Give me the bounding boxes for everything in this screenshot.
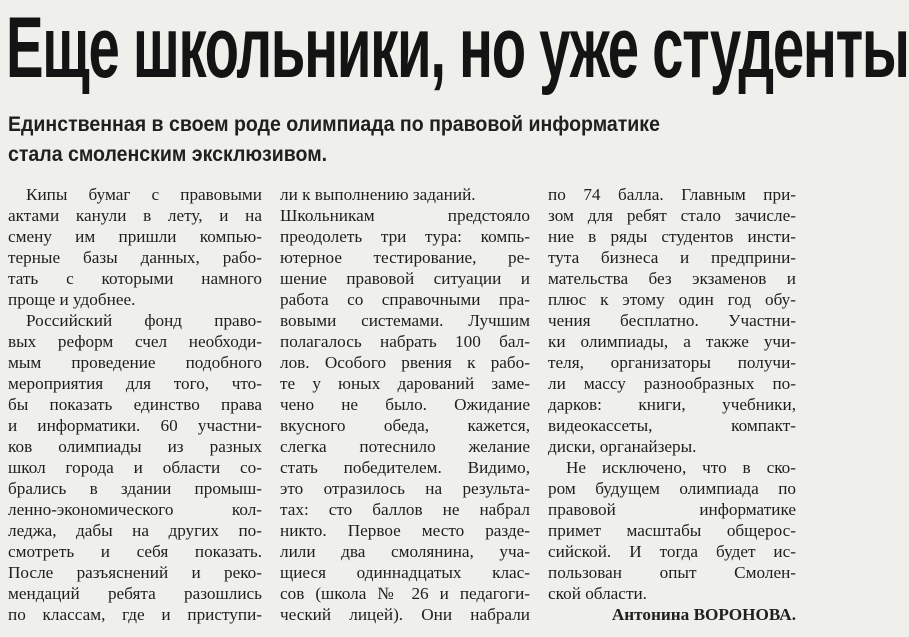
article-text-line: те у юных дарований заме-	[280, 374, 530, 393]
article-text-line: полагалось набрать 100 бал-	[280, 332, 530, 351]
article-text-line: работа со справочными пра-	[280, 290, 530, 309]
article-text-line: по классам, где и приступи-	[8, 605, 262, 624]
article-text-line: по 74 балла. Главным при-	[548, 185, 796, 204]
article-text-line: ческий лицей). Они набрали	[280, 605, 530, 624]
article-text-line: плюс к этому один год обу-	[548, 290, 796, 309]
article-column-1	[8, 184, 262, 625]
article-text-line: ков олимпиады из разных	[8, 437, 262, 456]
article-text-line: ки олимпиады, а также учи-	[548, 332, 796, 351]
article-text-line: Кипы бумаг с правовыми	[26, 185, 262, 204]
article-text-line: мендаций ребята разошлись	[8, 584, 262, 603]
article-text-line: ютерное тестирование, ре-	[280, 248, 530, 267]
article-text-line: бы показать единство права	[8, 395, 262, 414]
article-text-line: зом для ребят стало зачисле-	[548, 206, 796, 225]
article-text-line: стать победителем. Видимо,	[280, 458, 530, 477]
article-text-line: чено не было. Ожидание	[280, 395, 530, 414]
article-text-line: правовой информатике	[548, 500, 796, 519]
article-text-line: видеокассеты, компакт-	[548, 416, 796, 435]
article-text-line: После разъяснений и реко-	[8, 563, 262, 582]
article-text-line: вых реформ счел необходи-	[8, 332, 262, 351]
article-text-line: диски, органайзеры.	[548, 437, 697, 456]
article-text-line: шение правовой ситуации и	[280, 269, 530, 288]
article-text-line: вовыми системами. Лучшим	[280, 311, 530, 330]
subheadline-line: стала смоленским эксклюзивом.	[8, 143, 328, 166]
article-text-line: и информатики. 60 участни-	[8, 416, 262, 435]
article-text-line: чения бесплатно. Участни-	[548, 311, 796, 330]
article-text-line: терные базы данных, рабо-	[8, 248, 262, 267]
article-text-line: леджа, дабы на других по-	[8, 521, 262, 540]
article-text-line: щиеся одиннадцатых клас-	[280, 563, 530, 582]
article-text-line: вкусного обеда, кажется,	[280, 416, 530, 435]
article-text-line: брались в здании промыш-	[8, 479, 262, 498]
article-text-line: смотреть и себя показать.	[8, 542, 262, 561]
article-text-line: Российский фонд право-	[26, 311, 262, 330]
article-text-line: ленно-экономического кол-	[8, 500, 262, 519]
article-text-line: сов (школа № 26 и педагоги-	[280, 584, 530, 603]
article-text-line: ром будущем олимпиада по	[548, 479, 796, 498]
article-text-line: тах: сто баллов не набрал	[280, 500, 530, 519]
article-text-line: примет масштабы общерос-	[548, 521, 796, 540]
article-text-line: мательства без экзаменов и	[548, 269, 796, 288]
article-text-line: теля, организаторы получи-	[548, 353, 796, 372]
article-text-line: актами канули в лету, и на	[8, 206, 262, 225]
article-text-line: проще и удобнее.	[8, 290, 136, 309]
article-text-line: преодолеть три тура: компь-	[280, 227, 530, 246]
article-text-line: ли к выполнению заданий.	[280, 185, 476, 204]
article-text-line: сийской. И тогда будет ис-	[548, 542, 796, 561]
article-text-line: смену им пришли компью-	[8, 227, 262, 246]
article-text-line: тута бизнеса и предприни-	[548, 248, 796, 267]
author-last-name: ВОРОНОВА.	[693, 605, 796, 624]
article-text-line: ние в ряды студентов инсти-	[548, 227, 796, 246]
article-text-line: слегка потеснило желание	[280, 437, 530, 456]
article-text-line: это отразилось на результа-	[280, 479, 530, 498]
article-column-3	[548, 184, 796, 625]
article-text-line: лов. Особого рвения к рабо-	[280, 353, 530, 372]
author-signature	[548, 604, 796, 625]
article-text-line: мероприятия для того, что-	[8, 374, 262, 393]
subheadline-line: Единственная в своем роде олимпиада по правовой информатике	[8, 113, 660, 136]
article-text-line: дарков: книги, учебники,	[548, 395, 796, 414]
headline: Еще школьники, но уже студенты	[6, 0, 909, 96]
article-text-line: Не исключено, что в ско-	[566, 458, 796, 477]
subheadline	[8, 110, 733, 170]
article-column-2	[280, 184, 530, 625]
article-text-line: ли массу разнообразных по-	[548, 374, 796, 393]
article-text-line: тать с которыми намного	[8, 269, 262, 288]
article-text-line: школ города и области со-	[8, 458, 262, 477]
article-text-line: мым проведение подобного	[8, 353, 262, 372]
article-text-line: Школьникам предстояло	[280, 206, 530, 225]
author-first-name: Антонина	[611, 605, 690, 624]
article-text-line: лили два смолянина, уча-	[280, 542, 530, 561]
article-text-line: пользован опыт Смолен-	[548, 563, 796, 582]
article-text-line: ской области.	[548, 584, 647, 603]
article-text-line: никто. Первое место разде-	[280, 521, 530, 540]
